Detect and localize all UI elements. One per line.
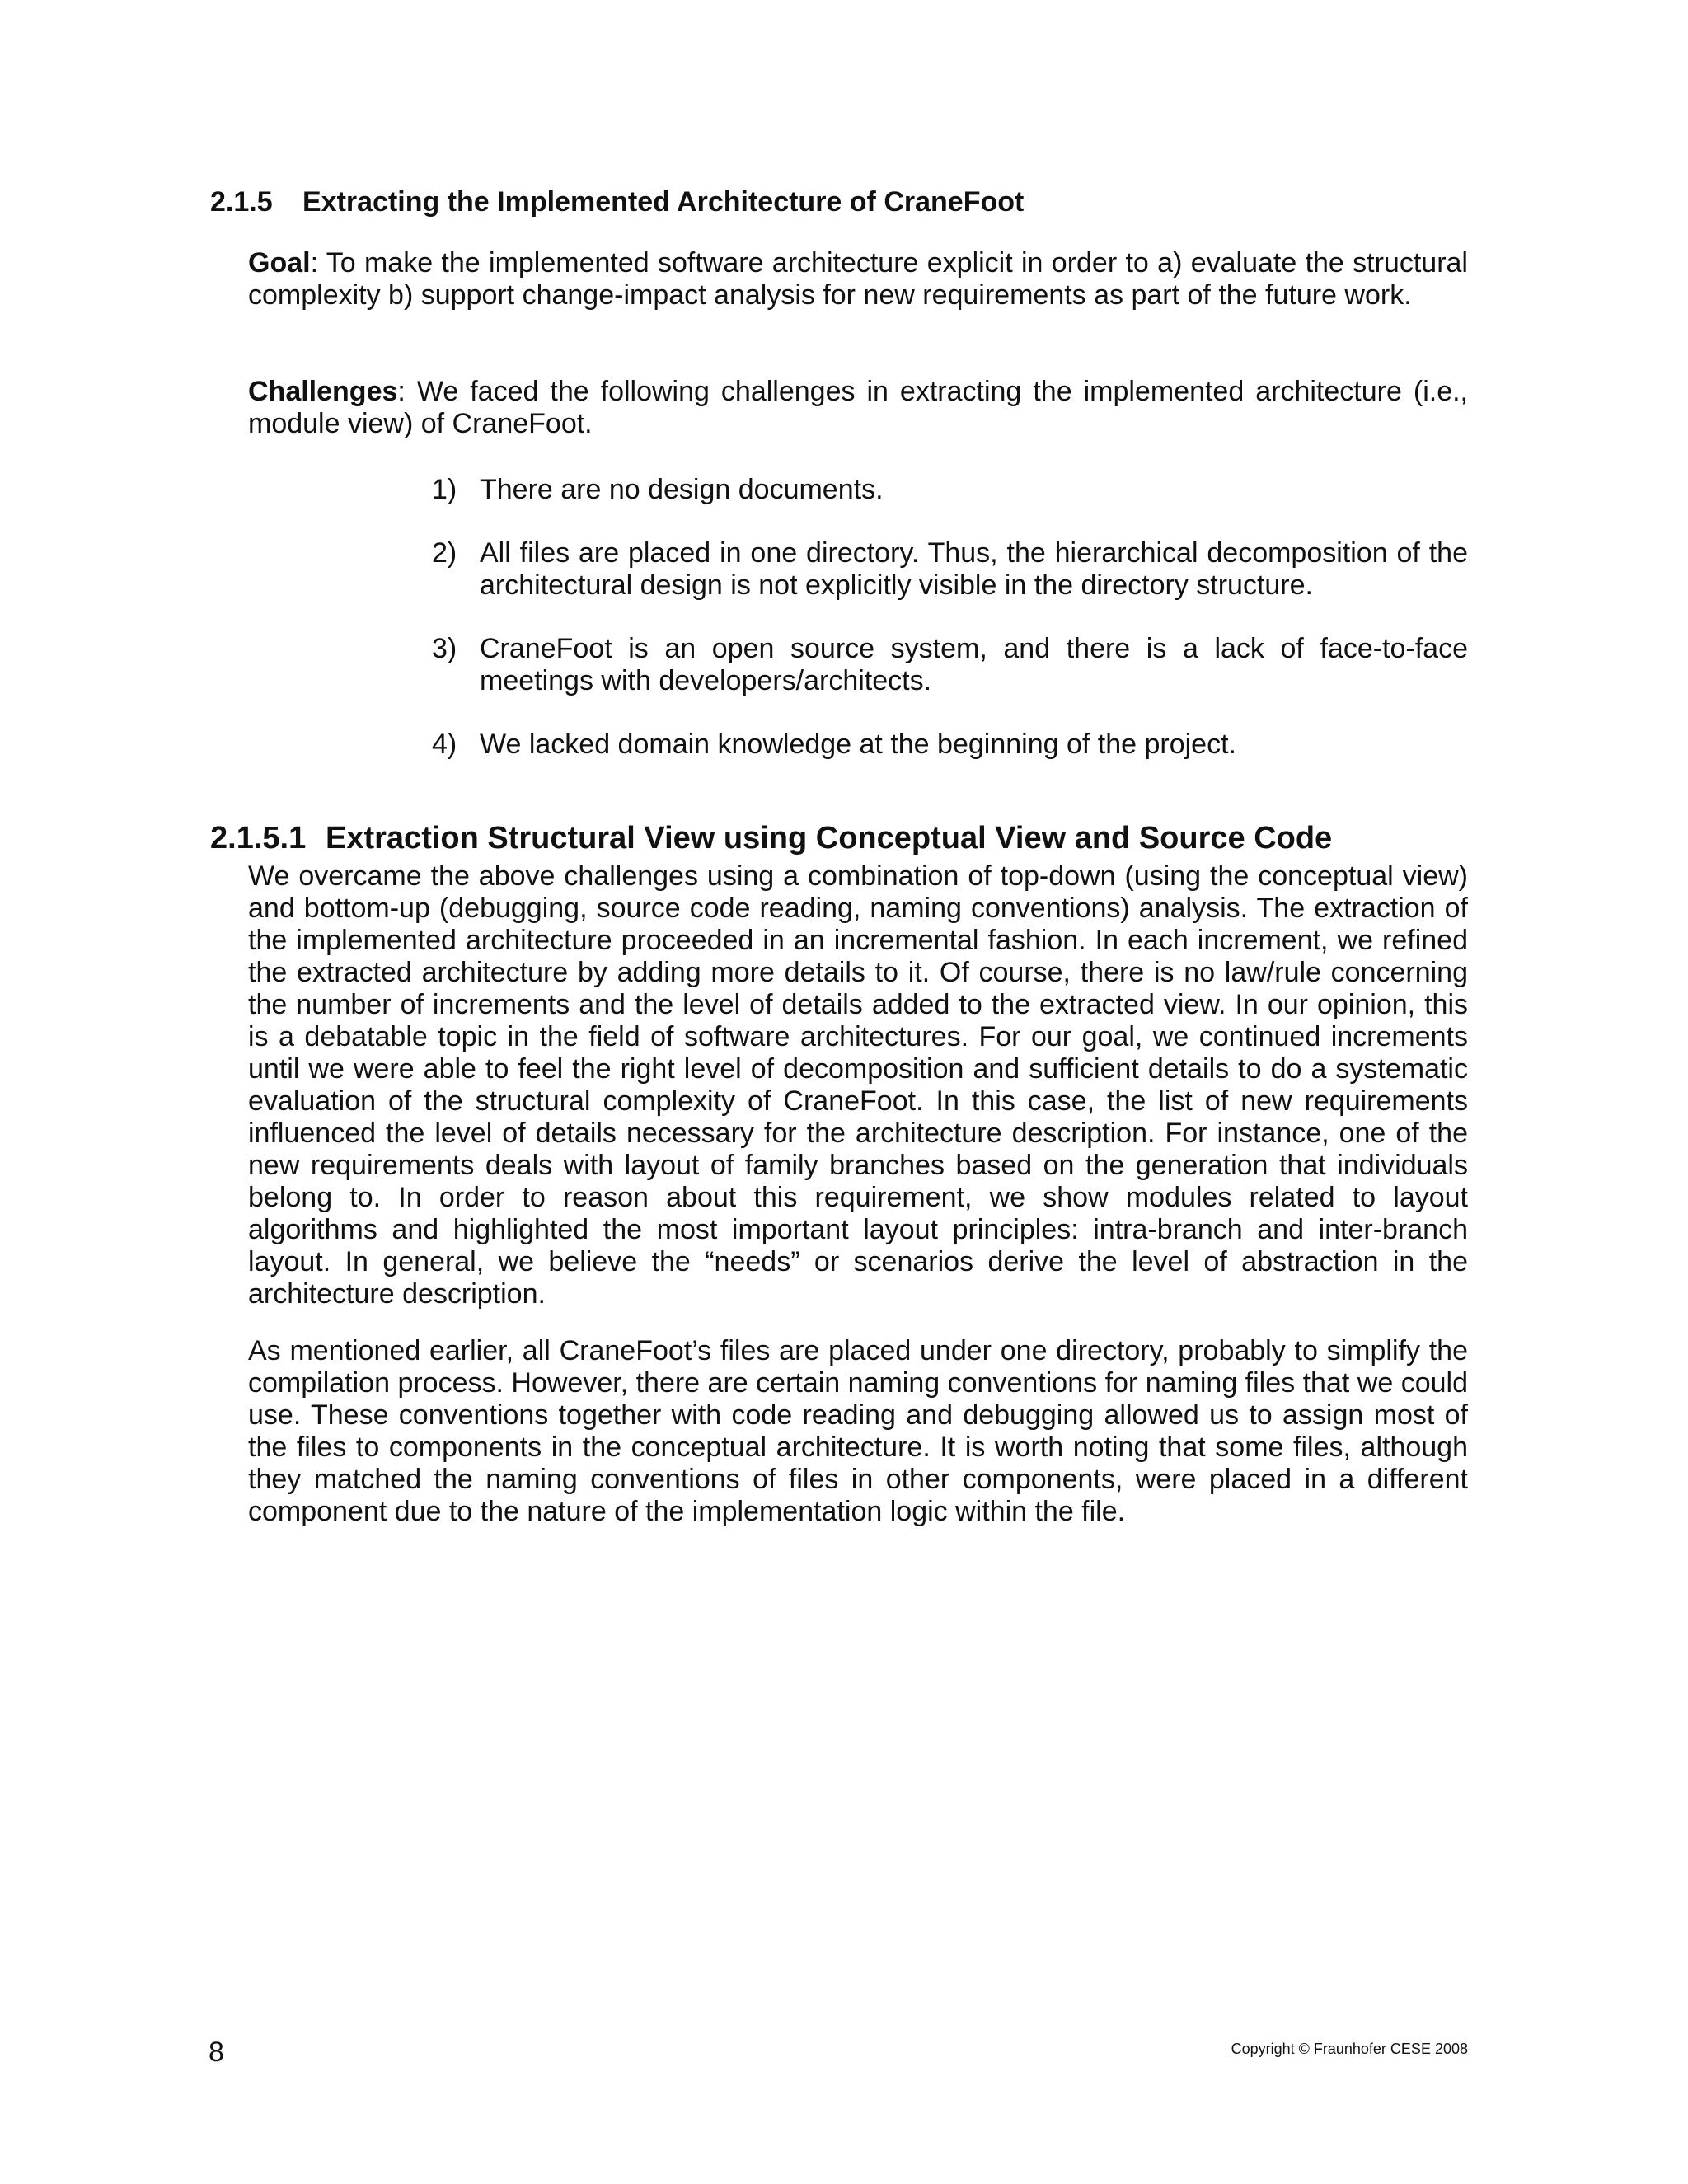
goal-text: : To make the implemented software architecture explicit in order to a) evaluate the structural complexity b) support change-impact analysis for new requirements as part of the future work. — [248, 247, 1468, 311]
list-marker: 1) — [432, 474, 457, 505]
challenges-text: : We faced the following challenges in extracting the implemented architecture (i.e., module view) of CraneFoot. — [248, 376, 1468, 439]
list-item-text: All files are placed in one directory. Thus, the hierarchical decomposition of the architectural design is not explicitly visible in the directory structure. — [480, 537, 1468, 601]
body-paragraph-1: We overcame the above challenges using a combination of top-down (using the conceptual view) and bottom-up (debugging, source code reading, naming conventions) analysis. The extraction of the implemented architecture proceeded in an incremental fashion. In each increment, we refined the extracted architecture by adding more details to it. Of course, there is no law/rule concerning the number of increments and the level of details added to the extracted view. In our opinion, this is a debatable topic in the field of software architectures. For our goal, we continued increments until we were able to feel the right level of decomposition and sufficient details to do a systematic evaluation of the structural complexity of CraneFoot. In this case, the list of new requirements influenced the level of details necessary for the architecture description. For instance, one of the new requirements deals with layout of family branches based on the generation that individuals belong to. In order to reason about this requirement, we show modules related to layout algorithms and highlighted the most important layout principles: intra-branch and inter-branch layout. In general, we believe the “needs” or scenarios derive the level of abstraction in the architecture description. — [248, 860, 1468, 1310]
challenges-label: Challenges — [248, 376, 398, 407]
list-marker: 3) — [432, 633, 457, 664]
list-item-text: CraneFoot is an open source system, and there is a lack of face-to-face meetings with developers/architects. — [480, 633, 1468, 696]
section-number: 2.1.5 — [210, 186, 273, 218]
list-item-text: We lacked domain knowledge at the beginning of the project. — [480, 729, 1236, 760]
section-heading — [210, 183, 1024, 221]
subsection-heading — [210, 818, 1332, 859]
subsection-number: 2.1.5.1 — [210, 821, 307, 855]
challenges-paragraph — [248, 376, 1468, 440]
list-marker: 4) — [432, 729, 457, 760]
page-number: 8 — [209, 2036, 224, 2068]
list-item — [432, 729, 1468, 761]
goal-paragraph — [248, 247, 1468, 312]
list-item-text: There are no design documents. — [480, 474, 884, 505]
goal-label: Goal — [248, 247, 311, 279]
list-marker: 2) — [432, 537, 457, 569]
challenges-list — [432, 474, 1468, 792]
body-paragraph-2: As mentioned earlier, all CraneFoot’s files are placed under one directory, probably to simplify the compilation process. However, there are certain naming conventions for naming files that we could use. These conventions together with code reading and debugging allowed us to assign most of the files to components in the conceptual architecture. It is worth noting that some files, although they matched the naming conventions of files in other components, were placed in a different component due to the nature of the implementation logic within the file. — [248, 1335, 1468, 1527]
copyright-notice: Copyright © Fraunhofer CESE 2008 — [1231, 2041, 1468, 2057]
section-title: Extracting the Implemented Architecture of CraneFoot — [302, 186, 1025, 218]
list-item — [432, 474, 1468, 506]
list-item — [432, 537, 1468, 602]
subsection-title: Extraction Structural View using Conceptual View and Source Code — [326, 821, 1333, 855]
list-item — [432, 633, 1468, 697]
